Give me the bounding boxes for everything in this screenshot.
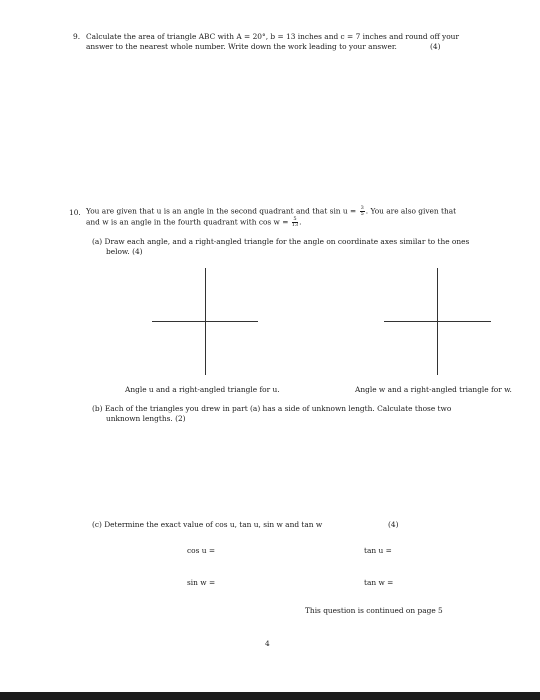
question-9-marks: (4) bbox=[430, 42, 441, 51]
axes-u-vertical bbox=[205, 268, 206, 375]
tan-w-answer-label: tan w = bbox=[364, 578, 394, 587]
question-10-line-2 bbox=[86, 217, 302, 228]
sin-u-denominator: 5 bbox=[360, 211, 364, 217]
bottom-bar bbox=[0, 692, 540, 700]
caption-angle-w: Angle w and a right-angled triangle for w. bbox=[355, 385, 512, 394]
sin-w-answer-label: sin w = bbox=[187, 578, 216, 587]
part-c-line: (c) Determine the exact value of cos u, tan u, sin w and tan w bbox=[92, 520, 323, 529]
part-b-line-1: (b) Each of the triangles you drew in part (a) has a side of unknown length. Calculate those two bbox=[92, 404, 452, 413]
cos-w-denominator: 13 bbox=[291, 222, 299, 228]
sin-u-numerator: 3 bbox=[360, 205, 364, 211]
question-9-number: 9. bbox=[73, 32, 81, 41]
question-10-line-1-start: You are given that u is an angle in the second quadrant and that sin u = bbox=[86, 206, 357, 216]
page-number: 4 bbox=[265, 639, 270, 648]
question-10-line-1-end: . You are also given that bbox=[365, 206, 457, 216]
axes-w-vertical bbox=[437, 268, 438, 375]
question-10-line-2-end: . bbox=[299, 217, 302, 227]
question-10-line-1 bbox=[86, 206, 456, 217]
cos-w-fraction bbox=[292, 217, 298, 228]
question-10-line-2-start: and w is an angle in the fourth quadrant with cos w = bbox=[86, 217, 289, 227]
cos-w-numerator: 5 bbox=[293, 216, 297, 222]
caption-angle-u: Angle u and a right-angled triangle for u. bbox=[125, 385, 280, 394]
question-9-line-2: answer to the nearest whole number. Write down the work leading to your answer. bbox=[86, 42, 397, 51]
sin-u-fraction bbox=[360, 206, 365, 217]
part-c-marks: (4) bbox=[388, 520, 399, 529]
part-a-line-2: below. (4) bbox=[106, 247, 143, 256]
cos-u-answer-label: cos u = bbox=[187, 546, 216, 555]
question-10-number: 10. bbox=[69, 208, 81, 217]
continued-note: This question is continued on page 5 bbox=[305, 606, 443, 615]
question-9-line-1: Calculate the area of triangle ABC with A = 20°, b = 13 inches and c = 7 inches and round off your bbox=[86, 32, 459, 41]
part-a-line-1: (a) Draw each angle, and a right-angled triangle for the angle on coordinate axes similar to the ones bbox=[92, 237, 470, 246]
part-b-line-2: unknown lengths. (2) bbox=[106, 414, 186, 423]
tan-u-answer-label: tan u = bbox=[364, 546, 392, 555]
